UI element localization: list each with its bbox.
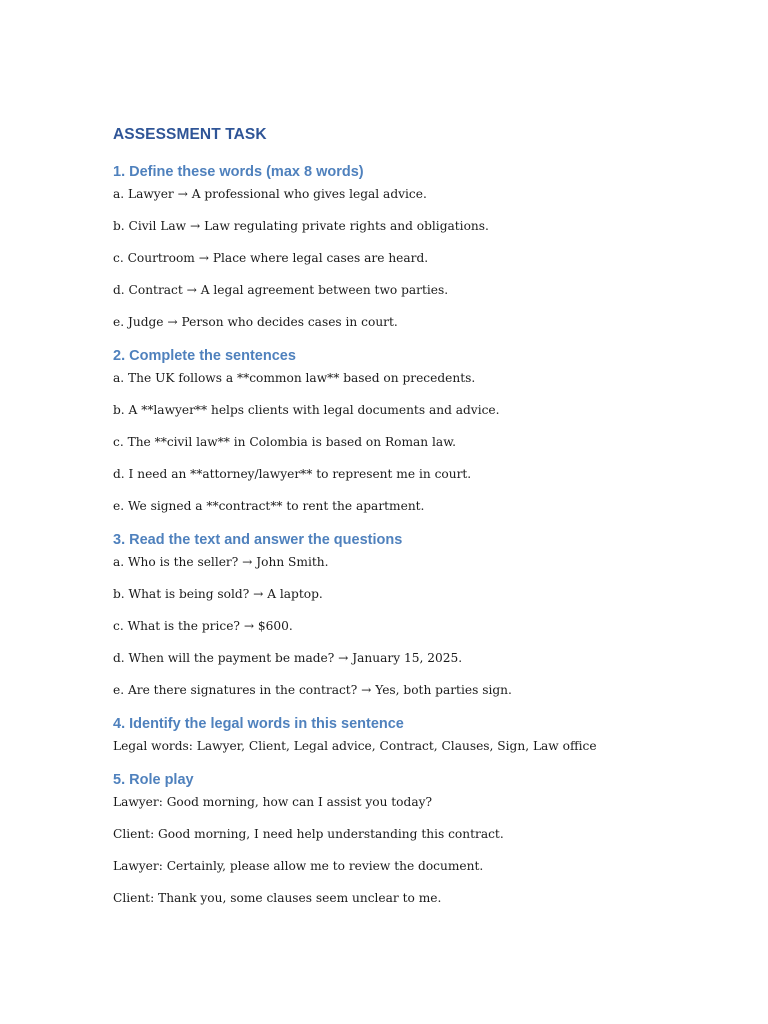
dialogue-line: Lawyer: Good morning, how can I assist you today? (113, 795, 433, 809)
section-read-answer (113, 529, 713, 701)
answer-line: c. What is the price? → $600. (113, 619, 293, 633)
section-heading: 4. Identify the legal words in this sentence (113, 716, 404, 732)
definition-line: a. Lawyer → A professional who gives legal advice. (113, 187, 427, 201)
section-heading: 5. Role play (113, 772, 194, 788)
section-heading: 2. Complete the sentences (113, 348, 296, 364)
section-legal-words (113, 713, 713, 757)
legal-words-line: Legal words: Lawyer, Client, Legal advice, Contract, Clauses, Sign, Law office (113, 739, 597, 753)
definition-line: c. Courtroom → Place where legal cases are heard. (113, 251, 429, 265)
answer-line: d. When will the payment be made? → January 15, 2025. (113, 651, 463, 665)
dialogue-line: Client: Thank you, some clauses seem unclear to me. (113, 891, 442, 905)
sentence-line: d. I need an **attorney/lawyer** to represent me in court. (113, 467, 472, 481)
section-define-words (113, 161, 713, 333)
dialogue-line: Lawyer: Certainly, please allow me to review the document. (113, 859, 484, 873)
sentence-line: e. We signed a **contract** to rent the apartment. (113, 499, 425, 513)
document-page (113, 124, 713, 921)
section-role-play (113, 769, 713, 909)
answer-line: b. What is being sold? → A laptop. (113, 587, 323, 601)
answer-line: a. Who is the seller? → John Smith. (113, 555, 329, 569)
definition-line: b. Civil Law → Law regulating private rights and obligations. (113, 219, 489, 233)
sentence-line: c. The **civil law** in Colombia is based on Roman law. (113, 435, 457, 449)
section-heading: 3. Read the text and answer the questions (113, 532, 403, 548)
document-title: ASSESSMENT TASK (113, 126, 267, 143)
sentence-line: a. The UK follows a **common law** based on precedents. (113, 371, 476, 385)
definition-line: d. Contract → A legal agreement between two parties. (113, 283, 449, 297)
dialogue-line: Client: Good morning, I need help understanding this contract. (113, 827, 504, 841)
section-complete-sentences (113, 345, 713, 517)
definition-line: e. Judge → Person who decides cases in court. (113, 315, 398, 329)
section-heading: 1. Define these words (max 8 words) (113, 164, 364, 180)
answer-line: e. Are there signatures in the contract? → Yes, both parties sign. (113, 683, 512, 697)
sentence-line: b. A **lawyer** helps clients with legal documents and advice. (113, 403, 500, 417)
